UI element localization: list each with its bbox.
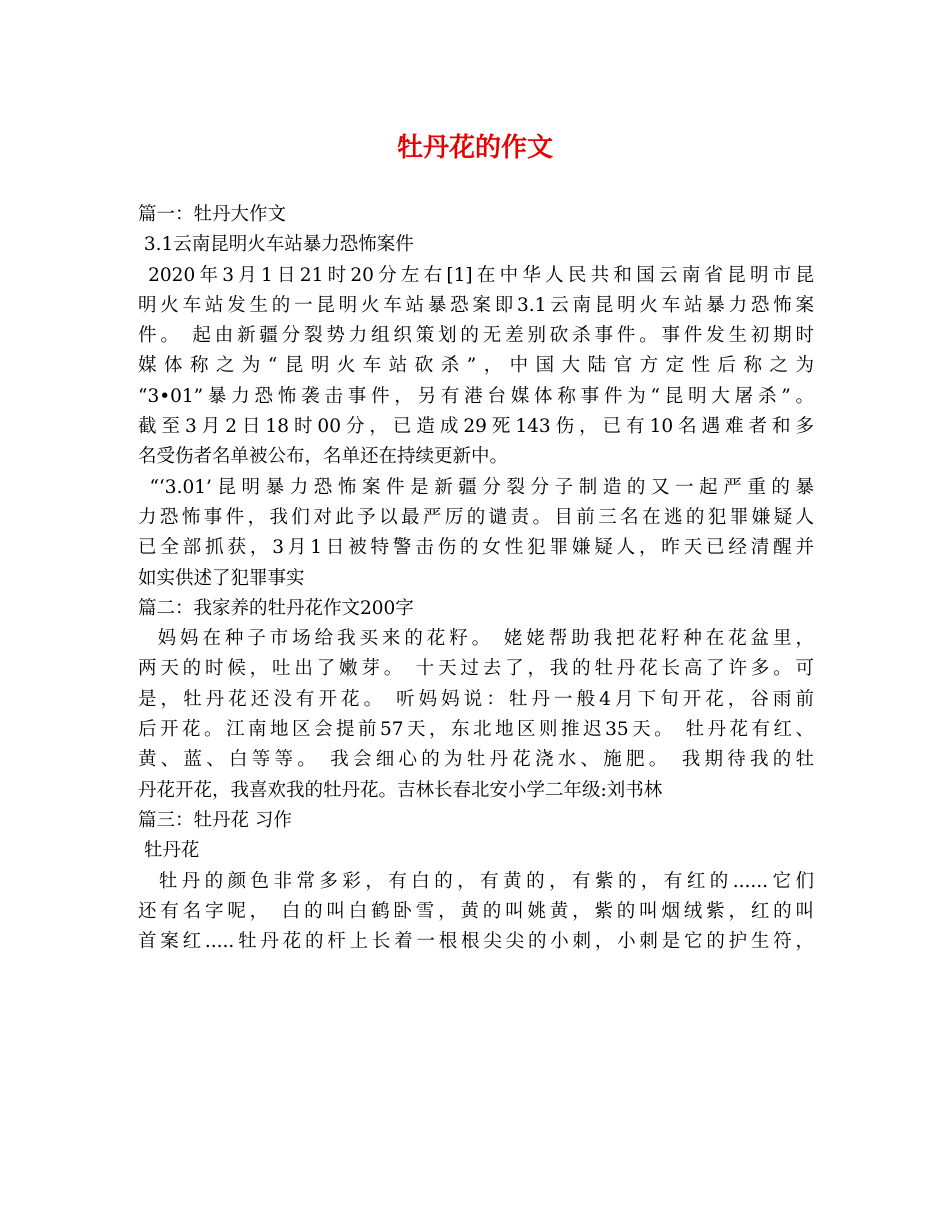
paragraph-line: 2020年3月1日21时20分左右[1]在中华人民共和国云南省昆明市昆 [138, 264, 814, 286]
paragraph-line: 牡丹的颜色非常多彩，有白的，有黄的，有紫的，有红的......它们 [138, 870, 814, 892]
paragraph-line: 力恐怖事件，我们对此予以最严厉的谴责。目前三名在逃的犯罪嫌疑人 [138, 506, 814, 528]
paragraph-line: 还有名字呢， 白的叫白鹤卧雪，黄的叫姚黄，紫的叫烟绒紫，红的叫 [138, 900, 814, 922]
paragraph-line: 两天的时候，吐出了嫩芽。 十天过去了，我的牡丹花长高了许多。可 [138, 658, 814, 680]
paragraph-line: 首案红.....牡丹花的杆上长着一根根尖尖的小刺，小刺是它的护生符， [138, 931, 814, 953]
paragraph-line: 媒体称之为“昆明火车站砍杀”，中国大陆官方定性后称之为 [138, 355, 814, 377]
paragraph-line: 截至3月2日18时00分，已造成29死143伤，已有10名遇难者和多 [138, 416, 814, 438]
subheading-peony: 牡丹花 [138, 840, 200, 862]
paragraph-line: 明火车站发生的一昆明火车站暴恐案即3.1云南昆明火车站暴力恐怖案 [138, 294, 814, 316]
paragraph-line: 是，牡丹花还没有开花。 听妈妈说：牡丹一般4月下旬开花，谷雨前 [138, 688, 814, 710]
paragraph-line: 后开花。江南地区会提前57天，东北地区则推迟35天。 牡丹花有红、 [138, 719, 814, 741]
paragraph-line: 件。 起由新疆分裂势力组织策划的无差别砍杀事件。事件发生初期时 [138, 325, 814, 347]
document-title: 牡丹花的作文 [396, 133, 553, 163]
paragraph-line: 如实供述了犯罪事实 [138, 567, 305, 589]
subheading-case: 3.1云南昆明火车站暴力恐怖案件 [138, 234, 414, 256]
paragraph-line: 妈妈在种子市场给我买来的花籽。 姥姥帮助我把花籽种在花盆里， [138, 628, 814, 650]
heading-part-3: 篇三：牡丹花 习作 [138, 809, 292, 831]
heading-part-2: 篇二：我家养的牡丹花作文200字 [138, 597, 414, 619]
document-body [138, 200, 814, 957]
paragraph-line: “‘3.01’昆明暴力恐怖案件是新疆分裂分子制造的又一起严重的暴 [138, 476, 814, 498]
paragraph-line: 已全部抓获，3月1日被特警击伤的女性犯罪嫌疑人，昨天已经清醒并 [138, 537, 814, 559]
heading-part-1: 篇一：牡丹大作文 [138, 204, 287, 225]
paragraph-line: 名受伤者名单被公布，名单还在持续更新中。 [138, 446, 509, 468]
paragraph-line: “3•01”暴力恐怖袭击事件，另有港台媒体称事件为“昆明大屠杀”。 [138, 385, 814, 407]
paragraph-line: 丹花开花，我喜欢我的牡丹花。吉林长春北安小学二年级:刘书林 [138, 779, 663, 801]
paragraph-line: 黄、蓝、白等等。 我会细心的为牡丹花浇水、施肥。 我期待我的牡 [138, 749, 814, 771]
